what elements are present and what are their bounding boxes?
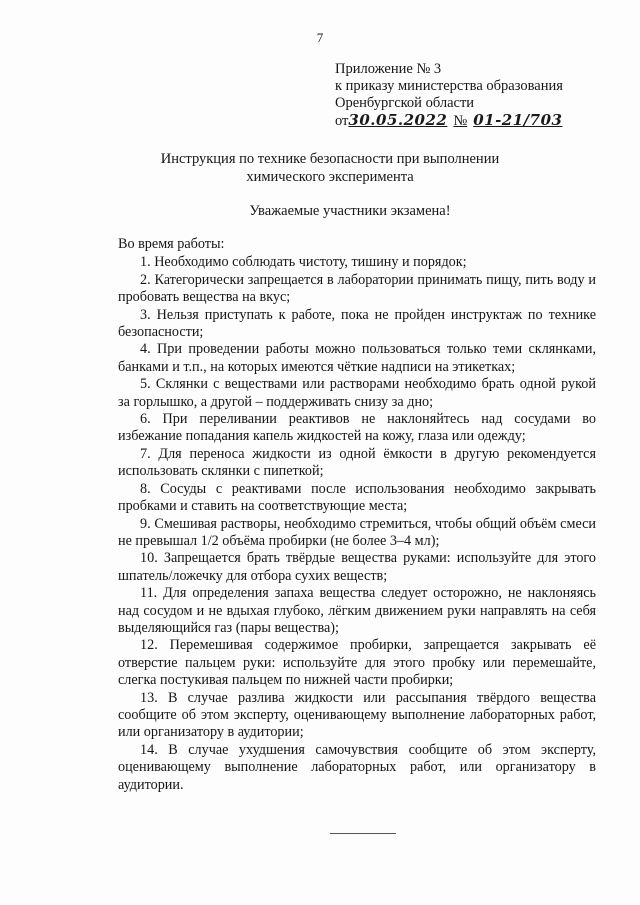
appendix-region-line: Оренбургской области <box>335 95 475 111</box>
handwritten-number: 01-21/703 <box>473 111 563 129</box>
date-prefix: от <box>335 113 349 129</box>
greeting: Уважаемые участники экзамена! <box>249 203 451 219</box>
page-number: 7 <box>316 30 324 45</box>
list-item: 3. Нельзя приступать к работе, пока не пройден инструктаж по технике безопасности; <box>118 306 596 341</box>
appendix-date-number-line <box>335 112 563 130</box>
list-item: 14. В случае ухудшения самочувствия сообщите об этом эксперту, оценивающему выполнение лабораторных работ, или организатору в аудитории. <box>118 741 596 793</box>
appendix-header <box>335 61 563 130</box>
instruction-body <box>118 236 596 794</box>
list-item: 11. Для определения запаха вещества следует осторожно, не наклоняясь над сосудом и не вдыхая глубоко, лёгким движением руки направлять на себя выделяющийся газ (пары вещества); <box>118 585 596 636</box>
appendix-order-line: к приказу министерства образования <box>335 78 563 94</box>
intro-line: Во время работы: <box>118 236 225 252</box>
list-item: 1. Необходимо соблюдать чистоту, тишину и порядок; <box>140 254 467 271</box>
list-item: 9. Смешивая растворы, необходимо стремиться, чтобы общий объём смеси не превышал 1/2 объёма пробирки (не более 3–4 мл); <box>118 515 596 549</box>
list-item: 6. При переливании реактивов не наклоняйтесь над сосудами во избежание попадания капель жидкостей на кожу, глаза или одежду; <box>118 411 596 445</box>
document-title: Инструкция по технике безопасности при выполнении химического эксперимента <box>160 151 500 185</box>
list-item: 10. Запрещается брать твёрдые вещества руками: используйте для этого шпатель/ложечку для отбора сухих веществ; <box>118 550 596 584</box>
handwritten-date: 30.05.2022 <box>348 111 448 129</box>
list-item: 8. Сосуды с реактивами после использования необходимо закрывать пробками и ставить на соответствующие места; <box>118 480 596 515</box>
footer-divider <box>330 833 396 834</box>
list-item: 2. Категорически запрещается в лаборатории принимать пищу, пить воду и пробовать вещества на вкус; <box>118 271 596 306</box>
appendix-title: Приложение № 3 <box>335 61 442 77</box>
list-item: 13. В случае разлива жидкости или рассыпания твёрдого вещества сообщите об этом эксперту, оценивающему выполнение лабораторных работ, или организатору в аудитории; <box>118 689 596 741</box>
list-item: 5. Склянки с веществами или растворами необходимо брать одной рукой за горлышко, а другой – поддерживать снизу за дно; <box>118 376 596 410</box>
list-item: 12. Перемешивая содержимое пробирки, запрещается закрывать её отверстие пальцем руки: используйте для этого пробку или перемешайте, слегка постукивая пальцем по нижней части пробирки; <box>118 637 596 689</box>
number-label: № <box>453 113 468 129</box>
list-item: 4. При проведении работы можно пользоваться только теми склянками, банками и т.п., на которых имеются чёткие надписи на этикетках; <box>118 341 596 375</box>
list-item: 7. Для переноса жидкости из одной ёмкости в другую рекомендуется использовать склянки с пипеткой; <box>118 445 596 480</box>
